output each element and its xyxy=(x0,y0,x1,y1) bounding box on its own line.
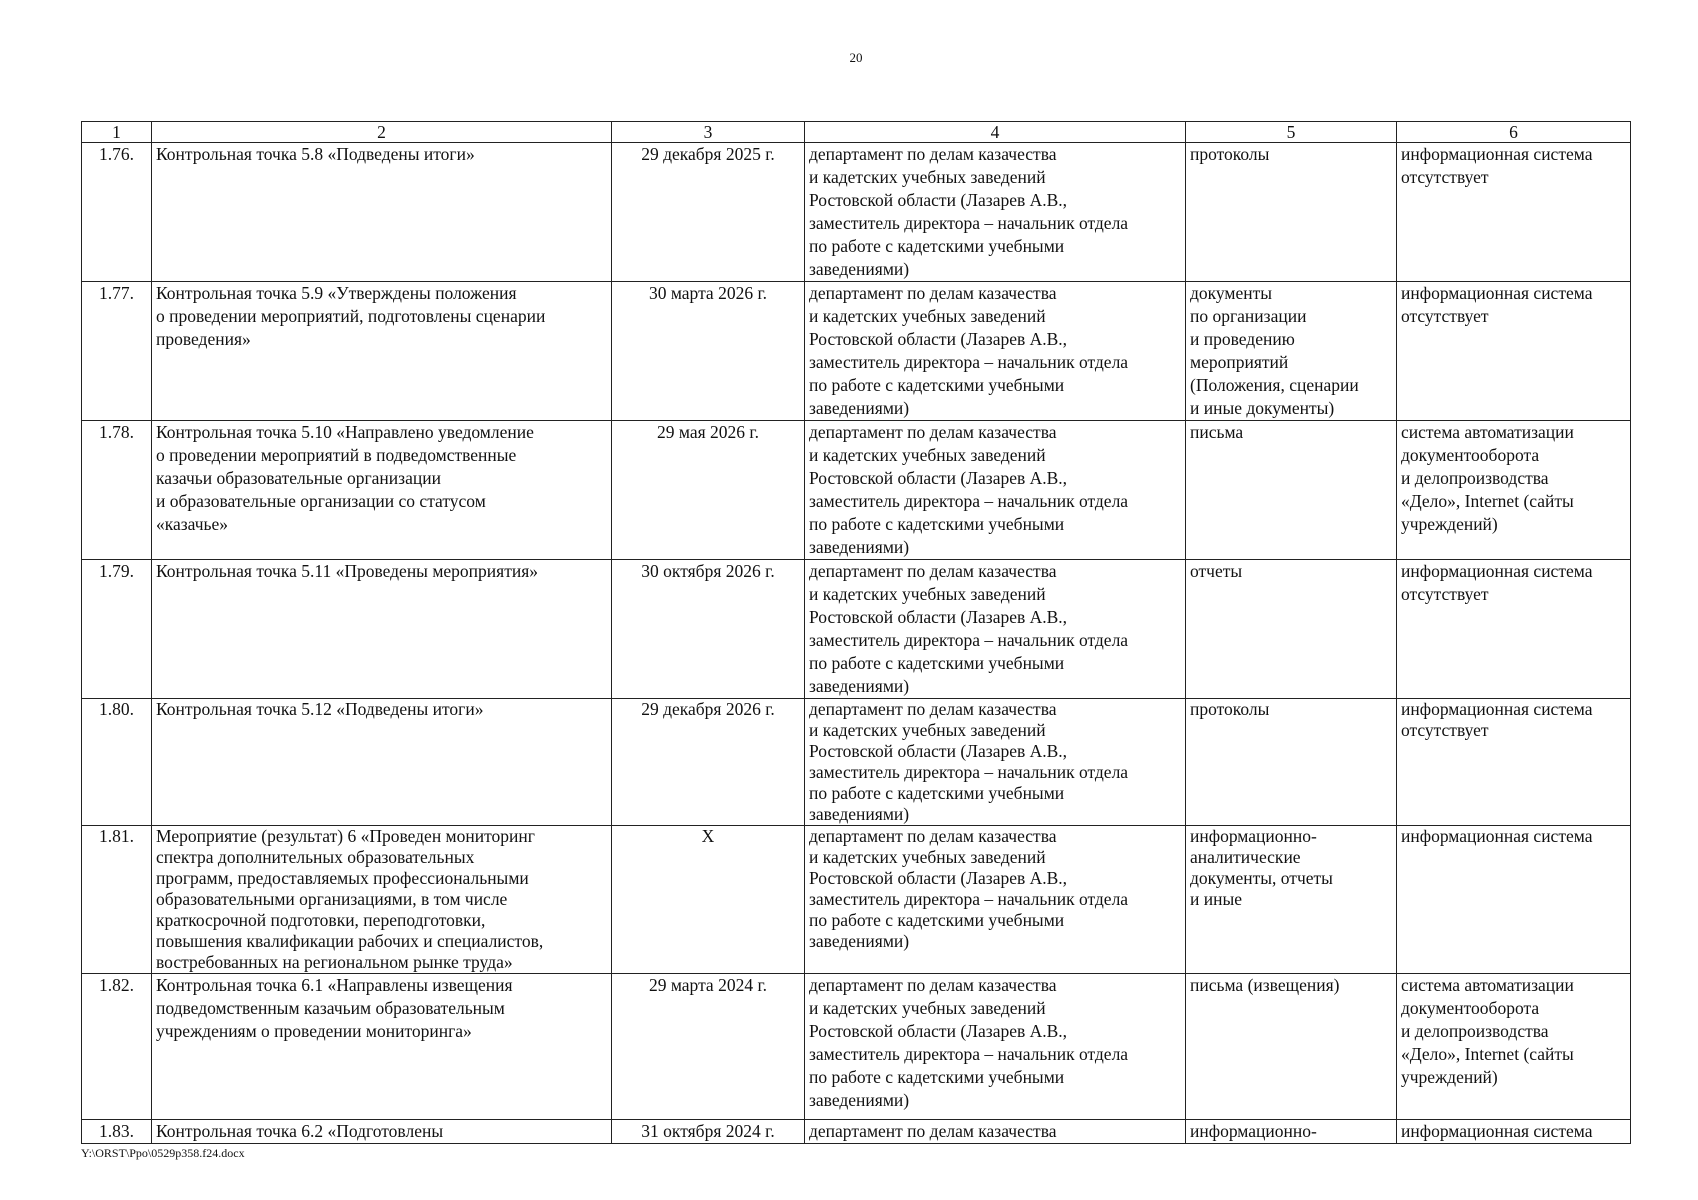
table-row xyxy=(82,143,1631,282)
header-cell: 3 xyxy=(612,122,805,143)
cell-line: заместитель директора – начальник отдела xyxy=(809,213,1129,233)
event-name-cell xyxy=(152,421,612,560)
cell-line: отчеты xyxy=(1190,561,1243,581)
info-system-cell xyxy=(1397,560,1631,699)
cell-line: отсутствует xyxy=(1401,167,1489,187)
header-cell: 4 xyxy=(805,122,1186,143)
cell-line: спектра дополнительных образовательных xyxy=(156,847,475,867)
cell-line: департамент по делам казачества xyxy=(809,975,1057,995)
event-name-cell xyxy=(152,974,612,1120)
document-type-cell xyxy=(1186,974,1397,1120)
deadline-cell: 29 мая 2026 г. xyxy=(612,421,805,560)
cell-line: Ростовской области (Лазарев А.В., xyxy=(809,190,1068,210)
event-name-cell xyxy=(152,282,612,421)
responsible-cell xyxy=(805,282,1186,421)
cell-line: о проведении мероприятий в подведомственные xyxy=(156,445,517,465)
document-type-cell xyxy=(1186,282,1397,421)
cell-line: по организации xyxy=(1190,306,1307,326)
info-system-cell xyxy=(1397,974,1631,1120)
cell-line: протоколы xyxy=(1190,144,1270,164)
cell-line: Ростовской области (Лазарев А.В., xyxy=(809,468,1068,488)
event-name-cell xyxy=(152,699,612,826)
responsible-cell xyxy=(805,699,1186,826)
cell-line: информационно- xyxy=(1190,826,1317,846)
document-type-cell xyxy=(1186,699,1397,826)
deadline-cell: 29 марта 2024 г. xyxy=(612,974,805,1120)
cell-line: образовательными организациями, в том числе xyxy=(156,889,508,909)
cell-line: и иные документы) xyxy=(1190,398,1335,418)
responsible-cell xyxy=(805,421,1186,560)
cell-line: Ростовской области (Лазарев А.В., xyxy=(809,741,1068,761)
document-type-cell xyxy=(1186,1120,1397,1144)
cell-line: и кадетских учебных заведений xyxy=(809,306,1046,326)
cell-line: письма xyxy=(1190,422,1244,442)
cell-line: и делопроизводства xyxy=(1401,468,1549,488)
row-number: 1.81. xyxy=(82,826,152,974)
cell-line: заместитель директора – начальник отдела xyxy=(809,889,1129,909)
row-number: 1.78. xyxy=(82,421,152,560)
table-header-row xyxy=(82,122,1631,143)
info-system-cell xyxy=(1397,282,1631,421)
cell-line: аналитические xyxy=(1190,847,1301,867)
cell-line: информационная система xyxy=(1401,826,1593,846)
cell-line: документы, отчеты xyxy=(1190,868,1333,888)
info-system-cell xyxy=(1397,143,1631,282)
cell-line: повышения квалификации рабочих и специалистов, xyxy=(156,931,544,951)
deadline-cell: 29 декабря 2025 г. xyxy=(612,143,805,282)
cell-line: программ, предоставляемых профессиональными xyxy=(156,868,529,888)
cell-line: заведениями) xyxy=(809,931,910,951)
cell-line: и кадетских учебных заведений xyxy=(809,445,1046,465)
table-row xyxy=(82,421,1631,560)
cell-line: по работе с кадетскими учебными xyxy=(809,514,1065,534)
cell-line: заведениями) xyxy=(809,804,910,824)
cell-line: учреждений) xyxy=(1401,514,1498,534)
info-system-cell xyxy=(1397,826,1631,974)
cell-line: письма (извещения) xyxy=(1190,975,1340,995)
cell-line: учреждений) xyxy=(1401,1067,1498,1087)
cell-line: Контрольная точка 5.8 «Подведены итоги» xyxy=(156,144,475,164)
deadline-cell: 29 декабря 2026 г. xyxy=(612,699,805,826)
cell-line: востребованных на региональном рынке труда» xyxy=(156,952,513,972)
cell-line: отсутствует xyxy=(1401,720,1489,740)
row-number: 1.79. xyxy=(82,560,152,699)
deadline-cell: Х xyxy=(612,826,805,974)
table-row xyxy=(82,974,1631,1120)
cell-line: Контрольная точка 5.11 «Проведены мероприятия» xyxy=(156,561,539,581)
cell-line: заведениями) xyxy=(809,1090,910,1110)
event-name-cell xyxy=(152,1120,612,1144)
cell-line: департамент по делам казачества xyxy=(809,561,1057,581)
info-system-cell xyxy=(1397,421,1631,560)
cell-line: система автоматизации xyxy=(1401,422,1574,442)
cell-line: Контрольная точка 5.10 «Направлено уведомление xyxy=(156,422,534,442)
cell-line: учреждениям о проведении мониторинга» xyxy=(156,1021,472,1041)
row-number: 1.77. xyxy=(82,282,152,421)
plan-table xyxy=(81,121,1631,1144)
cell-line: и кадетских учебных заведений xyxy=(809,847,1046,867)
cell-line: заведениями) xyxy=(809,676,910,696)
cell-line: отсутствует xyxy=(1401,306,1489,326)
deadline-cell: 31 октября 2024 г. xyxy=(612,1120,805,1144)
responsible-cell xyxy=(805,560,1186,699)
cell-line: мероприятий xyxy=(1190,352,1289,372)
cell-line: документы xyxy=(1190,283,1273,303)
cell-line: Ростовской области (Лазарев А.В., xyxy=(809,607,1068,627)
row-number: 1.76. xyxy=(82,143,152,282)
cell-line: департамент по делам казачества xyxy=(809,422,1057,442)
header-cell: 6 xyxy=(1397,122,1631,143)
cell-line: Мероприятие (результат) 6 «Проведен мониторинг xyxy=(156,826,535,846)
cell-line: заведениями) xyxy=(809,259,910,279)
file-path-footer: Y:\ORST\Ppo\0529p358.f24.docx xyxy=(81,1146,245,1160)
cell-line: заместитель директора – начальник отдела xyxy=(809,352,1129,372)
cell-line: система автоматизации xyxy=(1401,975,1574,995)
cell-line: департамент по делам казачества xyxy=(809,283,1057,303)
cell-line: проведения» xyxy=(156,329,251,349)
cell-line: заместитель директора – начальник отдела xyxy=(809,762,1129,782)
cell-line: информационная система xyxy=(1401,283,1593,303)
cell-line: Ростовской области (Лазарев А.В., xyxy=(809,868,1068,888)
cell-line: отсутствует xyxy=(1401,584,1489,604)
header-cell: 5 xyxy=(1186,122,1397,143)
cell-line: заведениями) xyxy=(809,398,910,418)
cell-line: по работе с кадетскими учебными xyxy=(809,1067,1065,1087)
cell-line: документооборота xyxy=(1401,998,1540,1018)
document-type-cell xyxy=(1186,421,1397,560)
cell-line: (Положения, сценарии xyxy=(1190,375,1359,395)
cell-line: по работе с кадетскими учебными xyxy=(809,375,1065,395)
event-name-cell xyxy=(152,143,612,282)
cell-line: Контрольная точка 5.12 «Подведены итоги» xyxy=(156,699,484,719)
cell-line: Контрольная точка 6.1 «Направлены извещения xyxy=(156,975,513,995)
cell-line: Ростовской области (Лазарев А.В., xyxy=(809,1021,1068,1041)
cell-line: по работе с кадетскими учебными xyxy=(809,910,1065,930)
cell-line: и кадетских учебных заведений xyxy=(809,998,1046,1018)
cell-line: заместитель директора – начальник отдела xyxy=(809,491,1129,511)
cell-line: заведениями) xyxy=(809,537,910,557)
responsible-cell xyxy=(805,1120,1186,1144)
document-type-cell xyxy=(1186,560,1397,699)
cell-line: и кадетских учебных заведений xyxy=(809,720,1046,740)
table-row xyxy=(82,826,1631,974)
cell-line: «казачье» xyxy=(156,514,229,534)
table-row xyxy=(82,699,1631,826)
deadline-cell: 30 марта 2026 г. xyxy=(612,282,805,421)
cell-line: краткосрочной подготовки, переподготовки, xyxy=(156,910,486,930)
cell-line: и образовательные организации со статусом xyxy=(156,491,486,511)
responsible-cell xyxy=(805,826,1186,974)
row-number: 1.80. xyxy=(82,699,152,826)
cell-line: «Дело», Internet (сайты xyxy=(1401,1044,1574,1064)
cell-line: документооборота xyxy=(1401,445,1540,465)
cell-line: заместитель директора – начальник отдела xyxy=(809,630,1129,650)
page-number: 20 xyxy=(849,50,863,65)
cell-line: информационная система xyxy=(1401,1121,1593,1141)
responsible-cell xyxy=(805,143,1186,282)
cell-line: информационная система xyxy=(1401,144,1593,164)
table-row xyxy=(82,282,1631,421)
cell-line: заместитель директора – начальник отдела xyxy=(809,1044,1129,1064)
cell-line: и проведению xyxy=(1190,329,1295,349)
cell-line: информационная система xyxy=(1401,699,1593,719)
cell-line: казачьи образовательные организации xyxy=(156,468,441,488)
cell-line: по работе с кадетскими учебными xyxy=(809,653,1065,673)
cell-line: протоколы xyxy=(1190,699,1270,719)
cell-line: по работе с кадетскими учебными xyxy=(809,783,1065,803)
cell-line: Ростовской области (Лазарев А.В., xyxy=(809,329,1068,349)
cell-line: информационно- xyxy=(1190,1121,1317,1141)
cell-line: «Дело», Internet (сайты xyxy=(1401,491,1574,511)
cell-line: Контрольная точка 5.9 «Утверждены положения xyxy=(156,283,517,303)
document-type-cell xyxy=(1186,143,1397,282)
cell-line: информационная система xyxy=(1401,561,1593,581)
header-cell: 2 xyxy=(152,122,612,143)
cell-line: подведомственным казачьим образовательным xyxy=(156,998,505,1018)
cell-line: и иные xyxy=(1190,889,1242,909)
cell-line: департамент по делам казачества xyxy=(809,144,1057,164)
deadline-cell: 30 октября 2026 г. xyxy=(612,560,805,699)
cell-line: о проведении мероприятий, подготовлены сценарии xyxy=(156,306,546,326)
table-row xyxy=(82,1120,1631,1144)
row-number: 1.82. xyxy=(82,974,152,1120)
cell-line: и кадетских учебных заведений xyxy=(809,584,1046,604)
row-number: 1.83. xyxy=(82,1120,152,1144)
document-type-cell xyxy=(1186,826,1397,974)
cell-line: и делопроизводства xyxy=(1401,1021,1549,1041)
cell-line: по работе с кадетскими учебными xyxy=(809,236,1065,256)
event-name-cell xyxy=(152,826,612,974)
event-name-cell xyxy=(152,560,612,699)
cell-line: и кадетских учебных заведений xyxy=(809,167,1046,187)
cell-line: департамент по делам казачества xyxy=(809,1121,1057,1141)
cell-line: департамент по делам казачества xyxy=(809,826,1057,846)
info-system-cell xyxy=(1397,699,1631,826)
table-row xyxy=(82,560,1631,699)
header-cell: 1 xyxy=(82,122,152,143)
info-system-cell xyxy=(1397,1120,1631,1144)
cell-line: департамент по делам казачества xyxy=(809,699,1057,719)
responsible-cell xyxy=(805,974,1186,1120)
cell-line: Контрольная точка 6.2 «Подготовлены xyxy=(156,1121,444,1141)
